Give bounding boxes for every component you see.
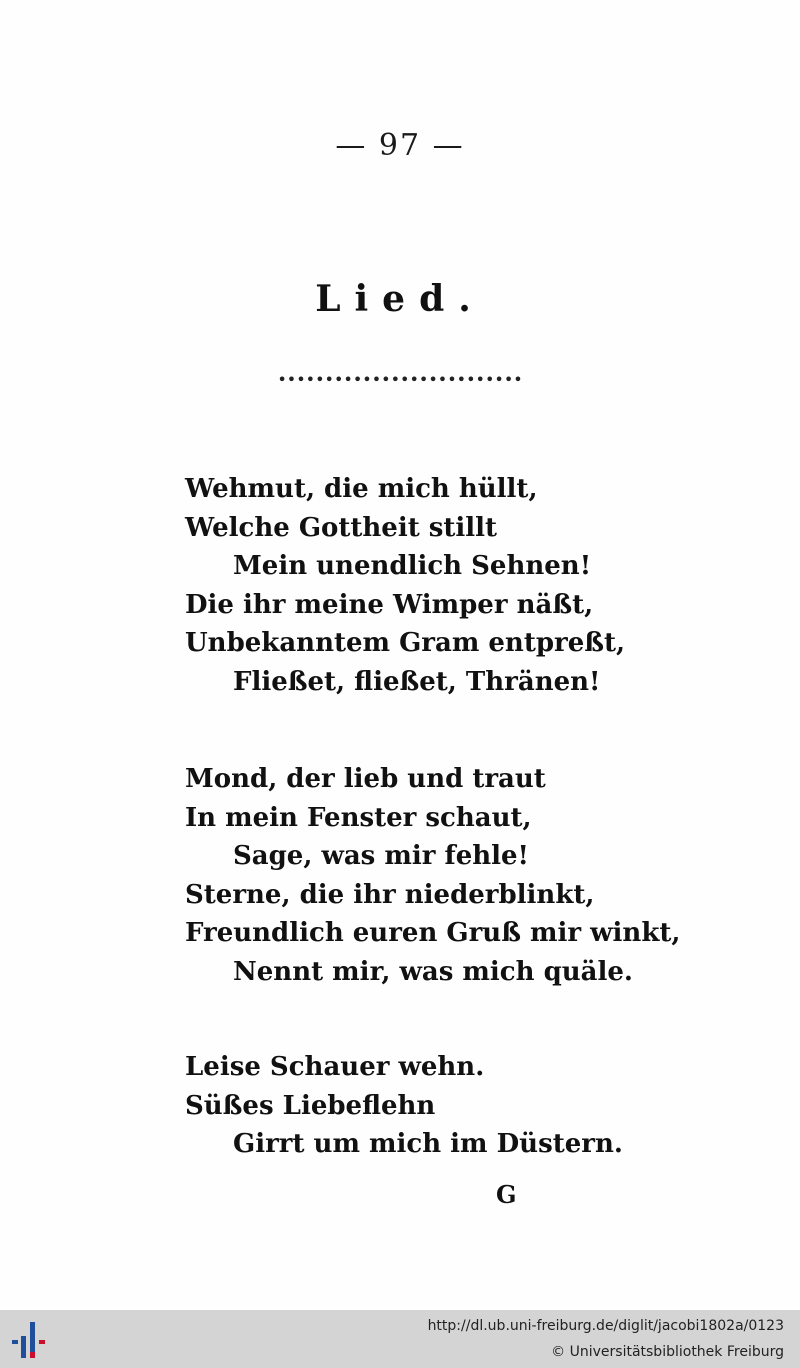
poem-line: In mein Fenster schaut, [185,802,532,833]
page-number: — 97 — [335,128,465,163]
poem-line: Mein unendlich Sehnen! [233,551,592,581]
poem-line: Die ihr meine Wimper näßt, [185,589,594,620]
poem-line: Leise Schauer wehn. [185,1052,485,1082]
poem-line: Girrt um mich im Düstern. [233,1129,623,1159]
stanza-2 [185,760,705,991]
footer-bar [0,1310,800,1368]
poem-line: Freundlich euren Gruß mir winkt, [185,918,681,948]
poem-line: Wehmut, die mich hüllt, [185,474,538,504]
poem-line: Fließet, fließet, Thränen! [233,666,601,697]
poem-line: Süßes Liebeflehn [185,1090,436,1121]
poem-line: Nennt mir, was mich quäle. [233,956,633,987]
stanza-3 [185,1048,705,1164]
poem-line: Sage, was mir fehle! [233,841,529,871]
catchword: G [496,1180,517,1209]
library-logo-icon [10,1318,52,1362]
ornament-divider: •••••••••••••••••••••••••• [277,370,523,389]
poem-line: Unbekanntem Gram entpreßt, [185,628,626,658]
poem-line: Welche Gottheit stillt [185,512,498,543]
copyright-text: © Universitätsbibliothek Freiburg [551,1344,784,1360]
stanza-1 [185,470,705,701]
poem-line: Mond, der lieb und traut [185,764,546,794]
poem-title: Lied. [315,278,485,320]
poem-line: Sterne, die ihr niederblinkt, [185,879,595,910]
source-url-link[interactable]: http://dl.ub.uni-freiburg.de/diglit/jacobi1802a/0123 [427,1318,784,1334]
